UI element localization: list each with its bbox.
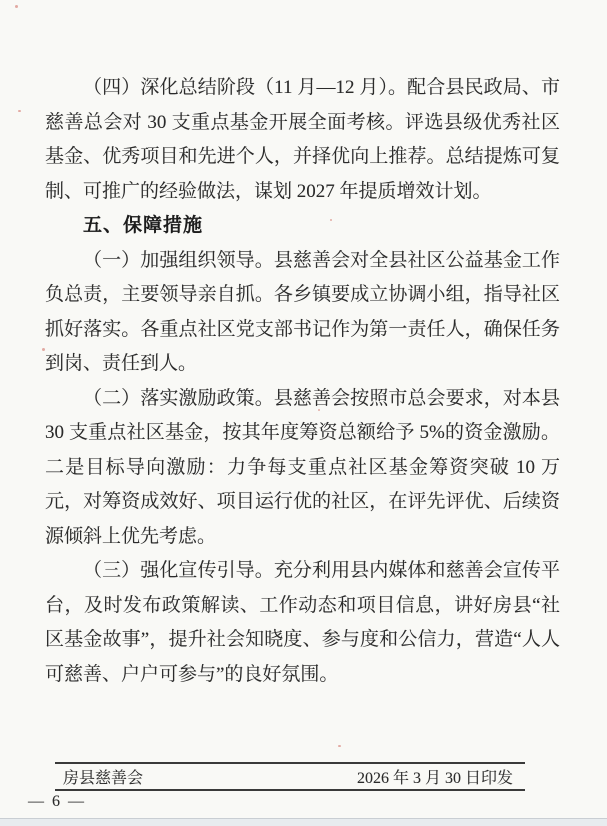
scan-speck <box>42 348 45 351</box>
footer-print-date: 2026 年 3 月 30 日印发 <box>356 770 513 787</box>
scan-speck <box>338 745 341 747</box>
scan-speck <box>318 409 320 411</box>
scanner-bed-edge <box>0 818 607 826</box>
scan-speck <box>15 5 18 8</box>
scan-speck <box>330 219 332 221</box>
paragraph-stage-4: （四）深化总结阶段（11 月—12 月）。配合县民政局、市慈善总会对 30 支重点基金开展全面考核。评选县级优秀社区基金、优秀项目和先进个人，并择优向上推荐。总结提炼可复制、可推广的经验做法，谋划 2027 年提质增效计划。 <box>45 77 560 202</box>
section-heading-safeguard-measures: 五、保障措施 <box>83 215 204 236</box>
paragraph-safeguard-1-organization: （一）加强组织领导。县慈善会对全县社区公益基金工作负总责，主要领导亲自抓。各乡镇要成立协调小组，指导社区抓好落实。各重点社区党支部书记作为第一责任人，确保任务到岗、责任到人。 <box>45 249 560 374</box>
scan-speck <box>18 110 21 112</box>
paragraph-safeguard-3-publicity: （三）强化宣传引导。充分利用县内媒体和慈善会宣传平台，及时发布政策解读、工作动态和项目信息，讲好房县“社区基金故事”，提升社会知晓度、参与度和公信力，营造“人人可慈善、户户可参与”的良好氛围。 <box>45 560 560 685</box>
document-body <box>45 71 560 692</box>
footer-issuer: 房县慈善会 <box>63 770 144 787</box>
footer-imprint-band <box>55 762 525 791</box>
paragraph-safeguard-2-incentives: （二）落实激励政策。县慈善会按照市总会要求，对本县 30 支重点社区基金，按其年度筹资总额给予 5%的资金激励。二是目标导向激励：力争每支重点社区基金筹资突破 10 万元，对筹资成效好、项目运行优的社区，在评先评优、后续资源倾斜上优先考虑。 <box>45 387 560 547</box>
page-number: — 6 — <box>28 793 86 810</box>
